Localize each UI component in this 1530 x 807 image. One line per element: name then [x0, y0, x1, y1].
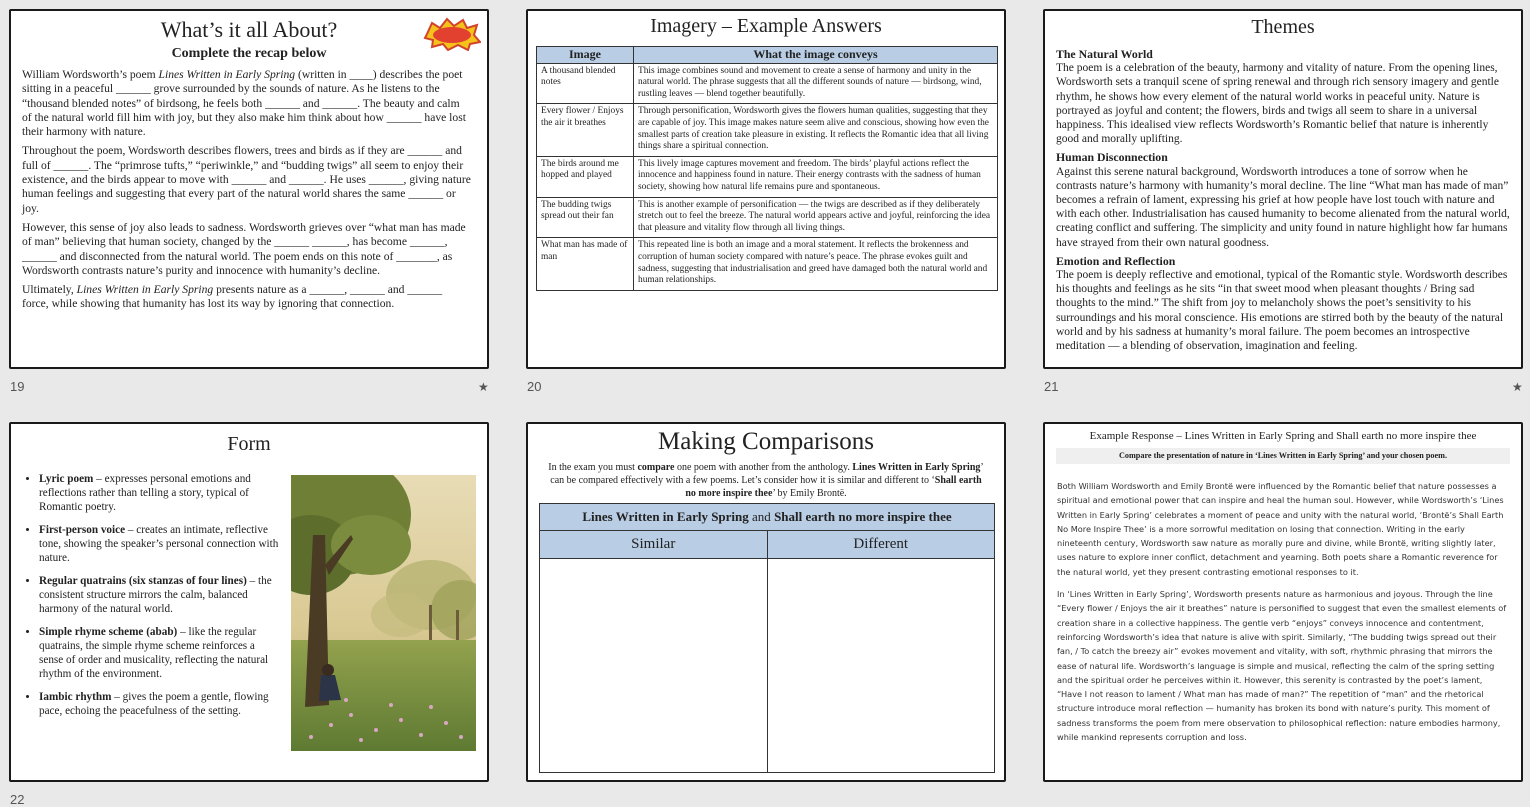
slide-title: Themes: [1251, 16, 1315, 38]
slide-19-thumbnail[interactable]: [9, 9, 489, 369]
question-prompt: Compare the presentation of nature in ‘Lines Written in Early Spring’ and your chosen poem.: [1056, 448, 1510, 464]
recap-text: [22, 68, 471, 317]
table-cell: This repeated line is both an image and a moral statement. It reflects the brokenness and corruption of human society compared with nature’s peace. The phrase evokes guilt and sadness, suggesting that industrialisation and greed have damaged both the natural world and human relationships.: [634, 238, 998, 290]
list-item: • Lyric poem – expresses personal emotions and reflections rather than telling a story, typical of Romantic poetry.: [39, 472, 279, 514]
table-cell: Every flower / Enjoys the air it breathes: [537, 104, 634, 156]
slide-number: 22: [10, 792, 25, 807]
form-list: [23, 472, 279, 727]
table-cell: The budding twigs spread out their fan: [537, 197, 634, 238]
table-cell: This image combines sound and movement to create a sense of harmony and unity in the natural world. The phrase suggests that all the different sounds of nature — birdsong, wind, rustling leaves — blend together beautifully.: [634, 63, 998, 104]
list-item: • First-person voice – creates an intimate, reflective tone, showing the speaker’s personal connection with nature.: [39, 523, 279, 565]
table-cell: The birds around me hopped and played: [537, 156, 634, 197]
spring-landscape-image: [291, 475, 476, 751]
column-divider: [767, 558, 768, 772]
themes-text: [1056, 47, 1511, 357]
slide-title: Form: [227, 433, 271, 455]
paragraph: Against this serene natural background, Wordsworth introduces a tone of sorrow when he contrasts nature’s harmony with humanity’s moral decline. The line “What man has made of man” becomes a refrain of lament, expressing his grief at how people have lost touch with nature and with each other. Industrialisation has caused humanity to become alienated from the natural world, creating conflict and suffering. The simplicity and unity found in nature highlight how far humans have strayed from their own natural goodness.: [1056, 165, 1510, 249]
slide-20-thumbnail[interactable]: [526, 9, 1006, 369]
table-row: [537, 104, 998, 156]
intro-text: In the exam you must compare one poem with another from the anthology. Lines Written in Early Spring’ can be compared effectively with a few poems. Let’s consider how it is similar and different to ‘Shall earth no more inspire thee’ by Emily Brontë.: [548, 462, 984, 499]
section-heading: The Natural World: [1056, 47, 1153, 61]
slide-number: 21: [1044, 379, 1059, 394]
column-different: Different: [767, 531, 995, 558]
table-cell: This lively image captures movement and freedom. The birds’ playful actions reflect the innocence and happiness found in nature. Their energy contrasts with the sadness of human society, showing how natural life remains pure and spontaneous.: [634, 156, 998, 197]
slide-title: Imagery – Example Answers: [650, 15, 882, 37]
table-cell: This is another example of personification — the twigs are described as if they deliberately stretch out to feel the breeze. The natural world appears active and joyful, reinforcing the idea that pleasure and vitality flow through all living things.: [634, 197, 998, 238]
list-item: • Simple rhyme scheme (abab) – like the regular quatrains, the simple rhyme scheme reinforces a sense of order and musicality, reflecting the natural rhythm of the environment.: [39, 625, 279, 681]
slide-title: Making Comparisons: [658, 428, 874, 455]
paragraph: Ultimately, Lines Written in Early Spring presents nature as a ______, ______ and ______ force, while showing that humanity has lost its way by ignoring that connection.: [22, 283, 443, 311]
table-row: [537, 238, 998, 290]
paragraph: In ‘Lines Written in Early Spring’, Wordsworth presents nature as harmonious and joyous. Through the line “Every flower / Enjoys the air it breathes” nature is personified to suggest that even the smallest elements of creation share in a collective happiness. The gentle verb “enjoys” conveys innocence and contentment, reinforcing Wordsworth’s idea that nature is alive with spirit. Similarly, “The budding twigs spread out their fan, / To catch the breezy air” evokes movement and vitality, with soft, rhythmic phrasing that mirrors the ease of natural life. Wordsworth’s language is simple and musical, reflecting the calm of the spring setting and the spiritual order he perceives within it. However, this serenity is contrasted by the poet’s lament, “Have I not reason to lament / What man has made of man?” The repetition of “man” and the rhetorical structure introduce moral reflection — humanity has broken its bond with nature’s purity. This moment of sadness transforms the poem from mere observation to philosophical reflection: nature embodies harmony, while mankind represents corruption and loss.: [1057, 589, 1507, 743]
paragraph: William Wordsworth’s poem Lines Written in Early Spring (written in ____) describes the poet sitting in a peaceful ______ grove surrounded by the sounds of nature. As he listens to the “thousand blended notes” of birdsong, he feels both ______ and ______. The beauty and calm of the natural world fill him with joy, but they also make him think about how ______ have lost their harmony with nature.: [22, 68, 466, 139]
table-row: [537, 197, 998, 238]
paragraph: Throughout the poem, Wordsworth describes flowers, trees and birds as if they are ______ and full of ______. The “primrose tufts,” “periwinkle,” and “budding twigs” all seem to enjoy their existence, and the birds appear to move with ______ and ______. He uses ______, giving nature human feelings and suggesting that every part of the natural world shares the same ______ or joy.: [22, 144, 471, 215]
list-item: • Iambic rhythm – gives the poem a gentle, flowing pace, echoing the peacefulness of the setting.: [39, 690, 279, 718]
section-heading: Emotion and Reflection: [1056, 253, 1176, 268]
slide-title: What’s it all About?: [160, 17, 338, 42]
star-icon[interactable]: ★: [478, 380, 489, 394]
section-heading: Human Disconnection: [1056, 150, 1168, 165]
slide-22-thumbnail[interactable]: [9, 422, 489, 782]
table-title: Lines Written in Early Spring and Shall earth no more inspire thee: [540, 504, 994, 531]
table-row: [537, 156, 998, 197]
column-similar: Similar: [631, 536, 676, 552]
slide-24-thumbnail[interactable]: [1043, 422, 1523, 782]
slide-title: Example Response – Lines Written in Early Spring and Shall earth no more inspire thee: [1089, 430, 1477, 442]
slide-number: 20: [527, 379, 542, 394]
table-cell: Through personification, Wordsworth gives the flowers human qualities, suggesting that they are capable of joy. This image makes nature seem alive and conscious, showing how even the smallest parts of creation take pleasure in existing. It reflects the Romantic idea that all living things share a spiritual connection.: [634, 104, 998, 156]
slide-23-thumbnail[interactable]: [526, 422, 1006, 782]
paragraph: Both William Wordsworth and Emily Brontë were influenced by the Romantic belief that nature possesses a spiritual and emotional power that can inspire and heal the human soul. However, while Wordsworth’s ‘Lines Written in Early Spring’ celebrates a moment of peace and unity with the natural world, ‘Brontë’s Shall Earth No More Inspire Thee’ is a more sorrowful meditation on losing that connection. Writing in the early nineteenth century, Wordsworth saw nature as morally pure and divine, while Brontë, writing slightly later, uses nature to explore inner conflict, detachment and yearning. Both poets share a Romantic reverence for the natural world, yet they present contrasting emotional responses to it.: [1057, 481, 1504, 577]
comparison-table: [539, 503, 995, 773]
list-item: • Regular quatrains (six stanzas of four lines) – the consistent structure mirrors the calm, balanced harmony of the natural world.: [39, 574, 279, 616]
star-icon[interactable]: ★: [1512, 380, 1523, 394]
slide-21-thumbnail[interactable]: [1043, 9, 1523, 369]
slide-number: 19: [10, 379, 25, 394]
table-header: Image: [537, 47, 634, 64]
paragraph: The poem is deeply reflective and emotional, typical of the Romantic style. Wordsworth describes his thoughts and feelings as he sits “in that sweet mood when pleasant thoughts / Bring sad thoughts to the mind.” The shift from joy to melancholy shows the poet’s sensitivity to his surroundings and his moral conscience. His emotions are stirred both by the beauty of the natural world and by his sadness at humanity’s moral failure. The poem becomes an introspective meditation — a blending of observation, imagination and feeling.: [1056, 269, 1508, 353]
table-cell: What man has made of man: [537, 238, 634, 290]
table-header: What the image conveys: [634, 47, 998, 64]
table-row: [537, 63, 998, 104]
slide-subtitle: Complete the recap below: [171, 46, 327, 61]
imagery-table: [536, 46, 998, 291]
paragraph: The poem is a celebration of the beauty, harmony and vitality of nature. From the opening lines, Wordsworth sets a tranquil scene of spring renewal and through rich sensory imagery and gentle rhythm, he shows how every element of the natural world works in peaceful unity. Nature is portrayed as joyful and content; the flowers, birds and twigs all seem to share in a universal happiness. This idealised view reflects Wordsworth’s Romantic belief that nature is inherently good and morally uplifting.: [1056, 62, 1499, 146]
table-cell: A thousand blended notes: [537, 63, 634, 104]
example-response-text: [1057, 479, 1509, 752]
paragraph: However, this sense of joy also leads to sadness. Wordsworth grieves over “what man has made of man” believing that human society, changed by the ______ ______, has become ______, ______ and disconnected from the natural world. The poem ends on this note of _______, as Wordsworth contrasts nature’s purity and innocence with humanity’s decline.: [22, 220, 466, 277]
